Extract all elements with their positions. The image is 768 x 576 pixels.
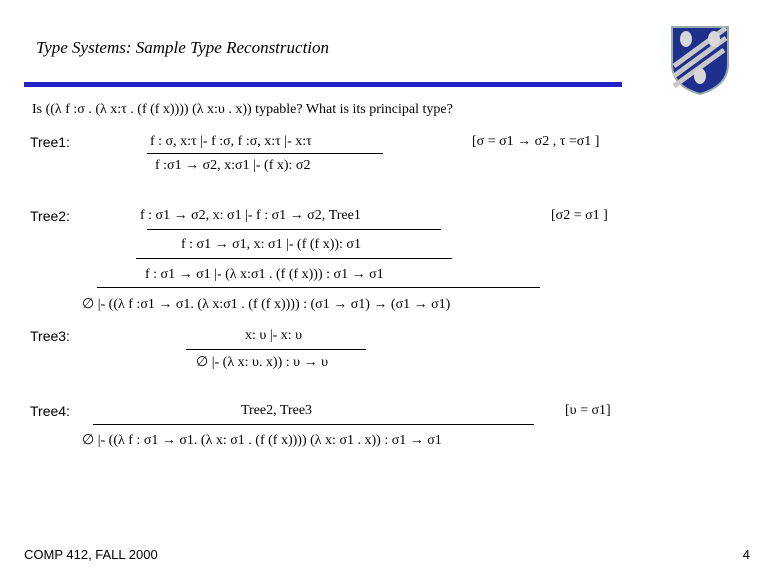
tree2-constraint: [σ2 = σ1 ] — [551, 208, 608, 223]
course-footer: COMP 412, FALL 2000 — [24, 547, 158, 562]
tree2-label: Tree2: — [30, 208, 70, 224]
tree2-inference-line-1 — [147, 229, 441, 230]
slide-title: Type Systems: Sample Type Reconstruction — [36, 38, 330, 57]
tree2-line3: f : σ1 → σ1 |- (λ x:σ1 . (f (f x))) : σ1 → σ1 — [145, 267, 384, 282]
university-crest-icon — [669, 24, 731, 96]
tree3-conclusion: ∅ |- (λ x: υ. x)) : υ → υ — [196, 355, 329, 370]
tree1-conclusion: f :σ1 → σ2, x:σ1 |- (f x): σ2 — [155, 158, 311, 173]
tree4-inference-line — [93, 424, 534, 425]
tree2-line4: ∅ |- ((λ f :σ1 → σ1. (λ x:σ1 . (f (f x)))) : (σ1 → σ1) → (σ1 → σ1) — [82, 297, 451, 312]
page-number: 4 — [742, 547, 750, 562]
question-text: Is ((λ f :σ . (λ x:τ . (f (f x)))) (λ x:υ . x)) typable? What is its principal type? — [32, 102, 453, 117]
tree3-inference-line — [186, 349, 366, 350]
tree1-inference-line — [147, 153, 383, 154]
tree1-premise: f : σ, x:τ |- f :σ, f :σ, x:τ |- x:τ — [150, 134, 312, 149]
tree3-premise: x: υ |- x: υ — [245, 328, 303, 343]
tree2-line1: f : σ1 → σ2, x: σ1 |- f : σ1 → σ2, Tree1 — [140, 208, 361, 223]
tree2-inference-line-3 — [97, 287, 540, 288]
title-underline — [24, 82, 622, 87]
tree3-label: Tree3: — [30, 328, 70, 344]
tree4-conclusion: ∅ |- ((λ f : σ1 → σ1. (λ x: σ1 . (f (f x)))) (λ x: σ1 . x)) : σ1 → σ1 — [82, 433, 442, 448]
tree1-constraint: [σ = σ1 → σ2 , τ =σ1 ] — [472, 134, 600, 149]
tree4-premise: Tree2, Tree3 — [241, 403, 313, 418]
tree4-label: Tree4: — [30, 403, 70, 419]
tree1-label: Tree1: — [30, 134, 70, 150]
tree2-line2: f : σ1 → σ1, x: σ1 |- (f (f x)): σ1 — [181, 237, 361, 252]
tree2-inference-line-2 — [136, 258, 452, 259]
tree4-constraint: [υ = σ1] — [565, 403, 611, 418]
